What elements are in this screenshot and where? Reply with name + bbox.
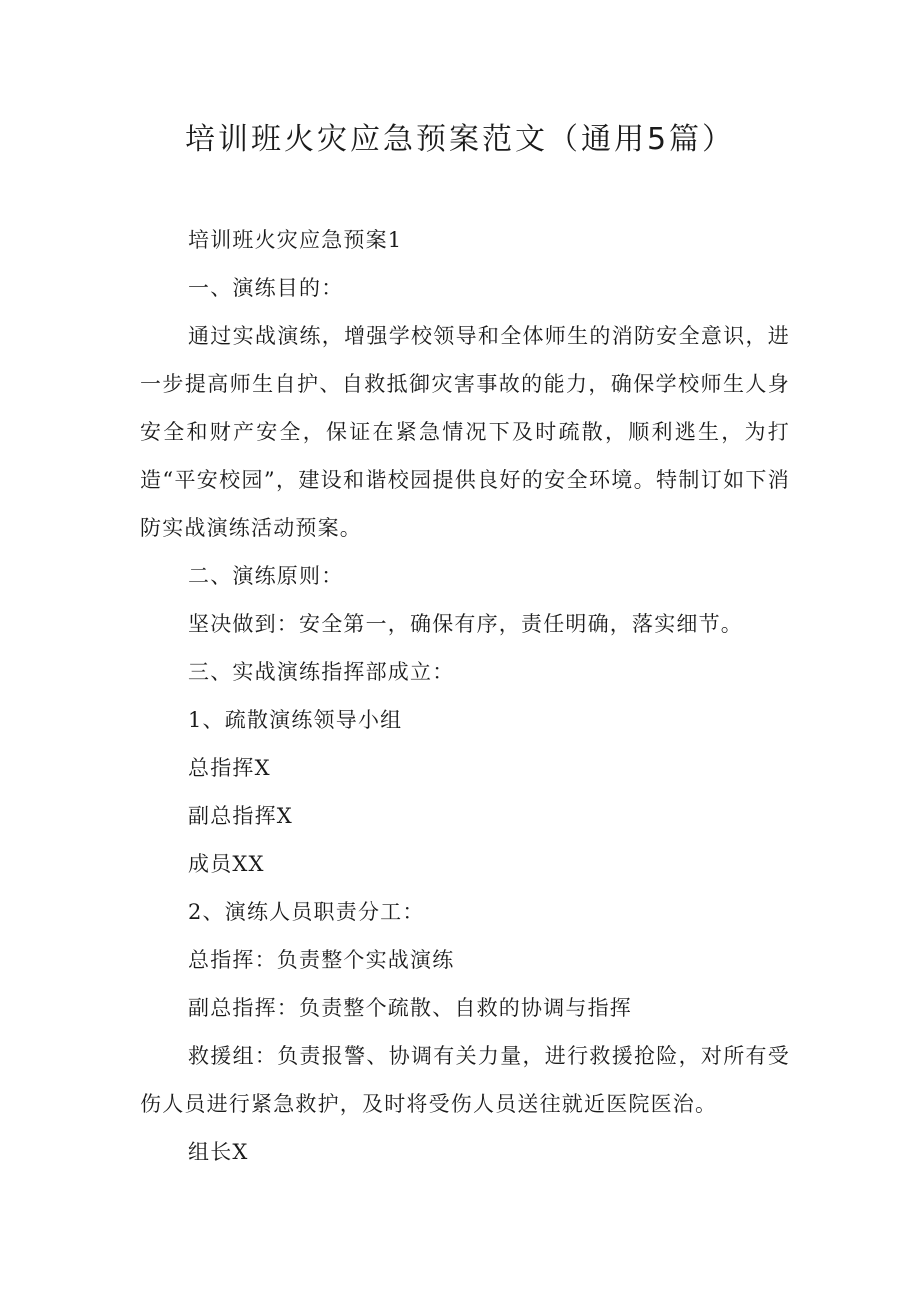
paragraph-purpose: 通过实战演练，增强学校领导和全体师生的消防安全意识，进一步提高师生自护、自救抵御灾害事故的能力，确保学校师生人身安全和财产安全，保证在紧急情况下及时疏散，顺利逃生，为打造“平安校园”，建设和谐校园提供良好的安全环境。特制订如下消防实战演练活动预案。 [140,324,790,540]
section-heading-purpose: 一、演练目的： [188,276,344,300]
subheading-leadership-group: 1、疏散演练领导小组 [188,708,403,732]
list-item-team-leader: 组长X [188,1140,249,1164]
duty-commander: 总指挥：负责整个实战演练 [188,948,455,972]
section-heading-principles: 二、演练原则： [188,564,344,588]
duty-deputy-commander: 副总指挥：负责整个疏散、自救的协调与指挥 [188,996,632,1020]
section-heading-plan-1: 培训班火灾应急预案1 [188,228,403,252]
list-item-deputy-commander: 副总指挥X [188,804,293,828]
duty-rescue-team: 救援组：负责报警、协调有关力量，进行救援抢险，对所有受伤人员进行紧急救护，及时将受伤人员送往就近医院医治。 [140,1044,790,1116]
document-body [140,216,790,1176]
document-title: 培训班火灾应急预案范文（通用5篇） [184,122,736,157]
paragraph-principles: 坚决做到：安全第一，确保有序，责任明确，落实细节。 [188,612,743,636]
list-item-members: 成员XX [188,852,265,876]
list-item-commander: 总指挥X [188,756,271,780]
section-heading-command: 三、实战演练指挥部成立： [188,660,455,684]
subheading-duties: 2、演练人员职责分工： [188,900,425,924]
